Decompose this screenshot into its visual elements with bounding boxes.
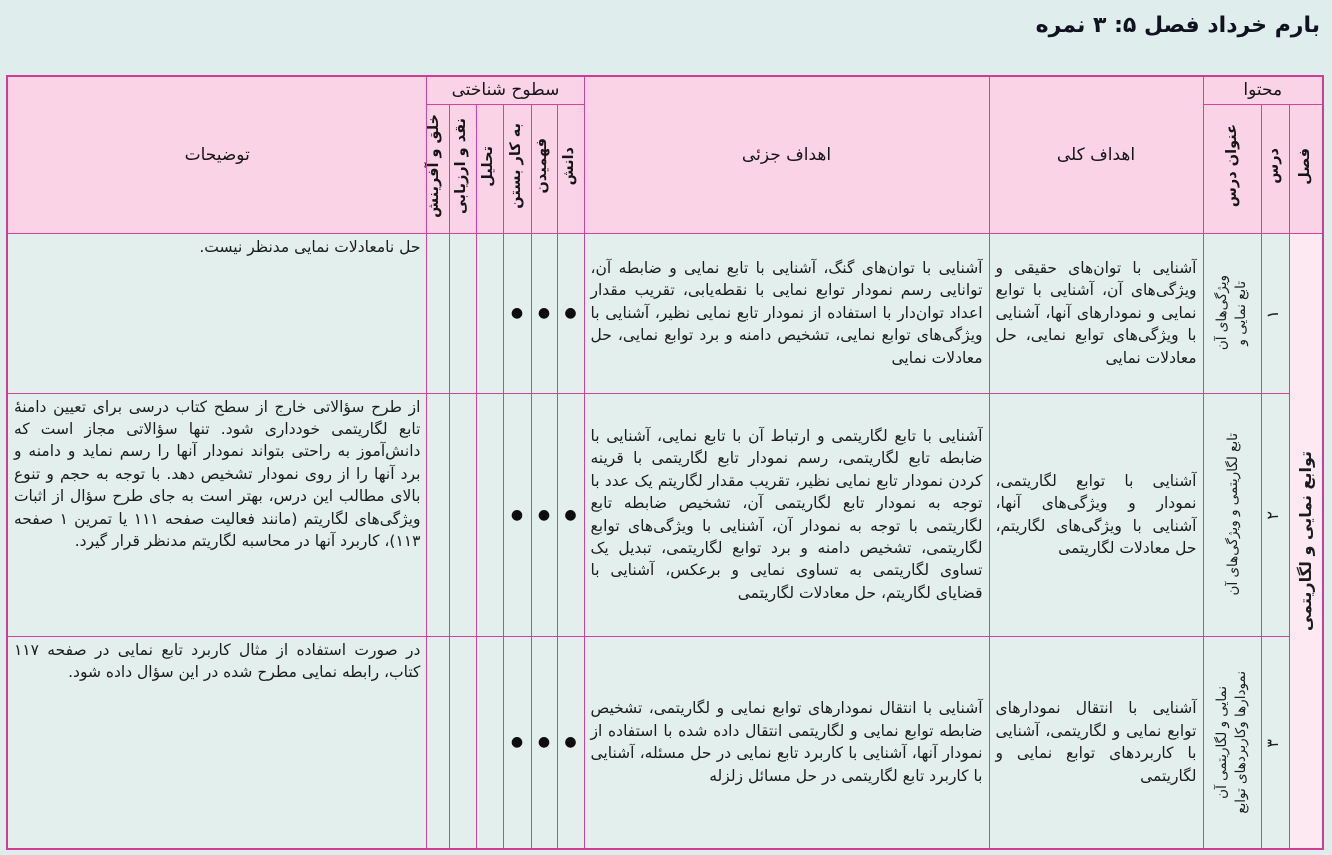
header-content-group: محتوا [1203, 76, 1323, 104]
level-dot-cell: ● [503, 393, 531, 636]
level-dot-cell [476, 233, 503, 393]
lesson-title-cell: نمودارها وکاربردهای توابع نمایی و لگاریتمی آن [1203, 636, 1261, 849]
header-general-objectives: اهداف کلی [989, 76, 1203, 233]
header-lesson-title [1203, 104, 1261, 233]
header-chapter [1289, 104, 1323, 233]
level-dot-cell: ● [503, 636, 531, 849]
header-level-application: به کار بستن [503, 104, 531, 233]
curriculum-table [6, 75, 1324, 850]
header-lesson-label: درس [1265, 148, 1282, 184]
general-objectives-cell: آشنایی با انتقال نمودارهای توابع نمایی و لگاریتمی، آشنایی با کاربردهای توابع نمایی و لگاریتمی [989, 636, 1203, 849]
level-dot-cell [476, 636, 503, 849]
lesson-title-cell: تابع لگاریتمی و ویژگی‌های آن [1203, 393, 1261, 636]
specific-objectives-cell: آشنایی با توان‌های گنگ، آشنایی با تابع نمایی و ضابطه آن، توانایی رسم نمودار توابع نمایی با نقطه‌یابی، تقریب مقدار اعداد توان‌دار با استفاده از نمودار تابع نمایی نظیر، آشنایی با ویژگی‌های توابع نمایی، تشخیص دامنه و برد توابع نمایی، حل معادلات نمایی [584, 233, 989, 393]
table-row [7, 233, 1323, 393]
specific-objectives-cell: آشنایی با انتقال نمودارهای توابع نمایی و لگاریتمی، تشخیص ضابطه توابع نمایی و لگاریتمی انتقال داده شده با استفاده از نمودار آنها، آشنایی با کاربرد تابع نمایی در حل مسئله، آشنایی با کاربرد تابع لگاریتمی در حل مسائل زلزله [584, 636, 989, 849]
header-chapter-label: فصل [1297, 147, 1314, 185]
level-dot-cell: ● [531, 393, 557, 636]
header-cognitive-group: سطوح شناختی [427, 76, 584, 104]
level-dot-cell [427, 233, 449, 393]
lesson-number-cell: ۲ [1261, 393, 1289, 636]
level-dot-cell: ● [531, 233, 557, 393]
header-notes: توضیحات [7, 76, 427, 233]
notes-cell: در صورت استفاده از مثال کاربرد تابع نمایی در صفحه ۱۱۷ کتاب، رابطه نمایی مطرح شده در این سؤال داده شود. [7, 636, 427, 849]
level-dot-cell: ● [557, 233, 584, 393]
level-dot-cell [427, 393, 449, 636]
level-dot-cell: ● [503, 233, 531, 393]
notes-cell: از طرح سؤالاتی خارج از سطح کتاب درسی برای تعیین دامنهٔ تابع لگاریتمی خودداری شود. تنها سؤالاتی مجاز است که دانش‌آموز به راحتی بتواند نمودار آنها را رسم نماید و دامنه و برد آنها را از روی نمودار تشخیص دهد. با توجه به حجم و تنوع بالای مطالب این درس، بهتر است به جای طرح سؤال از اثبات ویژگی‌های لگاریتم (مانند فعالیت صفحه ۱۱۱ یا تمرین ۱ صفحه ۱۱۳)، کاربرد آنها در محاسبه لگاریتم مدنظر قرار گیرد. [7, 393, 427, 636]
header-level-analysis: تحلیل [476, 104, 503, 233]
header-level-comprehension: فهمیدن [531, 104, 557, 233]
lesson-number-cell: ۱ [1261, 233, 1289, 393]
chapter-title: توابع نمایی و لگاریتمی [1295, 450, 1315, 631]
notes-cell: حل نامعادلات نمایی مدنظر نیست. [7, 233, 427, 393]
level-dot-cell [476, 393, 503, 636]
header-lesson-title-label: عنوان درس [1223, 124, 1240, 208]
header-level-knowledge: دانش [557, 104, 584, 233]
level-dot-cell [449, 636, 476, 849]
level-dot-cell [449, 393, 476, 636]
table-row [7, 636, 1323, 849]
lesson-number-cell: ۳ [1261, 636, 1289, 849]
chapter-title-cell [1289, 233, 1323, 849]
header-level-evaluation: نقد و ارزیابی [449, 104, 476, 233]
table-row [7, 393, 1323, 636]
level-dot-cell [427, 636, 449, 849]
specific-objectives-cell: آشنایی با تابع لگاریتمی و ارتباط آن با تابع نمایی، آشنایی با ضابطه تابع لگاریتمی، رسم نمودار تابع لگاریتمی با قرینه کردن نمودار تابع نمایی نظیر، تقریب مقدار لگاریتم یک عدد با توجه به نمودار تابع لگاریتمی آن، تشخیص ضابطه تابع لگاریتمی با توجه به نمودار آن، آشنایی با ویژگی‌های توابع لگاریتمی، تشخیص دامنه و برد توابع لگاریتمی، تبدیل یک تساوی لگاریتمی به تساوی نمایی و برعکس، آشنایی با قضایای لگاریتم، حل معادلات لگاریتمی [584, 393, 989, 636]
general-objectives-cell: آشنایی با توابع لگاریتمی، نمودار و ویژگی‌های آنها، آشنایی با ویژگی‌های لگاریتم، حل معادلات لگاریتمی [989, 393, 1203, 636]
level-dot-cell: ● [557, 636, 584, 849]
level-dot-cell [449, 233, 476, 393]
general-objectives-cell: آشنایی با توان‌های حقیقی و ویژگی‌های آن، آشنایی با توابع نمایی و نمودارهای آنها، آشنایی با ویژگی‌های توابع نمایی، حل معادلات نمایی [989, 233, 1203, 393]
level-dot-cell: ● [557, 393, 584, 636]
header-specific-objectives: اهداف جزئی [584, 76, 989, 233]
page-title: بارم خرداد فصل ۵: ۳ نمره [1035, 13, 1320, 38]
header-lesson [1261, 104, 1289, 233]
lesson-title-cell: تابع نمایی و ویژگی‌های آن [1203, 233, 1261, 393]
header-level-creation: خلق و آفرینش [427, 104, 449, 233]
level-dot-cell: ● [531, 636, 557, 849]
